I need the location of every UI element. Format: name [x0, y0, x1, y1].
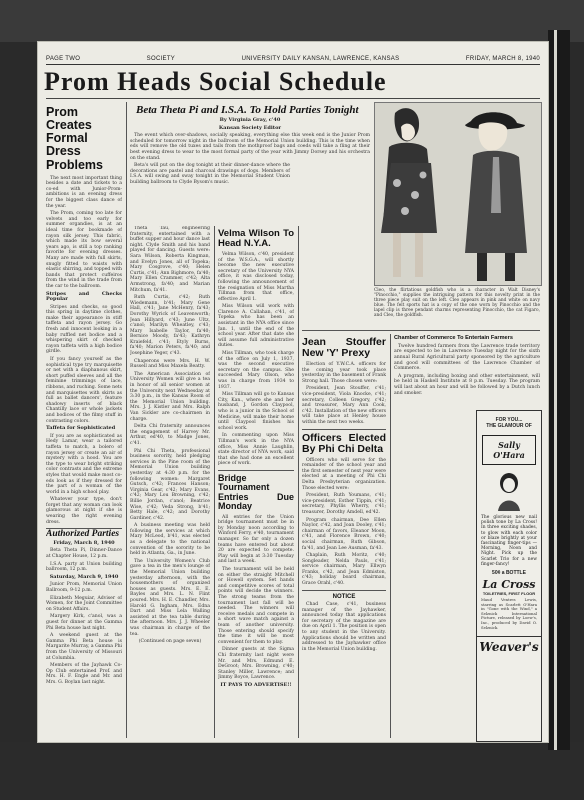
- phidelta-paragraph: Chaplain, Ruth Moritz, c'40; Songleader, Nelda Pauls, c'41; service chairman, Mary Ellwyn Franks, c'42, and Jean Edmiston, c'43; holiday board chairman, Grace Orahl, c'40.: [302, 553, 386, 587]
- parties-date: Saturday, March 9, 1940: [49, 573, 119, 580]
- ad-portrait-illustration: [494, 471, 524, 511]
- ad-lacross: La Cross: [482, 578, 536, 592]
- velma-paragraph: Velma Wilson, c'40, president of the W.S.G.A., will shortly become the new executive secretary of the University NYA office, it was disclosed today, following the announcement of the resignation of Miss Martha Tillman from that office, effective April 1.: [218, 251, 294, 302]
- bridge-headline: Bridge Tournament Entries Due Monday: [218, 472, 294, 512]
- beta-paragraph: The event which over-shadows, socially speaking, everything else this week end is the Junior Prom scheduled for tomorrow night in the ballroom of the Memorial Union building. This is the time when eds will remove the old tuxes and tails from the mothproof bags and coeds will take a fling at their best evening dress to wear to the most formal party of the year with Jimmy Dorsey and his orchestra on the stand.: [130, 133, 370, 161]
- chamber-story: [394, 334, 540, 406]
- prom-subhead: Taffeta for Sophisticated: [46, 425, 116, 432]
- column-rule: [298, 226, 299, 738]
- section-rule: [46, 528, 122, 529]
- prom-column: [46, 102, 122, 738]
- advertise-slug: IT PAYS TO ADVERTISE!!: [220, 681, 292, 688]
- scan-top-shadow: [0, 0, 584, 42]
- bridge-paragraph: Dinner guests at the Sigma Chi fraternity last night were Mr. and Mrs. Edmund E. DeGroot; Mrs. Browning, c'40; Stanley Miller, Lawrence; and Jimmy Boyce, Lawrence.: [218, 647, 294, 681]
- parties-date: Friday, March 8, 1940: [53, 539, 115, 546]
- beta-paragraph: Theta Tau, engineering fraternity, entertained with a buffet supper and hour dance last night. Clyde Smith and his band played for dancing. Guests were: Sara Wilson, Roberta Kingman, and Evelyn Jones, all of Topeka; Mary Cosgrove, c'40; Helen Curtis, c'41; Ann Bighmore, fa'40; Mary Ellen Crammer, c'42; Alta Armstrong, fa'40; and Marian Mitchum, fa'41.: [130, 226, 210, 293]
- prom-paragraph: The Prom, coming too late for velvets and too early for summer organdies, is at an ideal time for bookmade of rayon silk jersey. This fabric, which made its bow several years ago, is still a top ranking favorite for evening dresses. Many are made with full skirts, snugly fitted to waists with elastic shirring, and topped with bands that protect cuffeiros from the wind in the trade from the car to the ballroom.: [46, 211, 122, 289]
- folio-line: [46, 54, 540, 65]
- binding-edge: [548, 30, 570, 750]
- ad-fineprint: Maud Ventres Lewis, starring as Scarlett O'Hara in "Gone with the Wind," a Selznick International Picture, released by Loew's, Inc., produced by David O. Selznick.: [481, 597, 537, 630]
- prom-paragraph: The next most important thing besides a date and tickets to a co-ed with Junior-Prom-ambitions is an evening dress for the biggest class dance of the year.: [46, 175, 122, 209]
- velma-paragraph: In commenting upon Miss Tillman's work in the NYA office, Miss Annie Laughlin, state director of NYA work, said that she had done an excellent piece of work.: [218, 433, 294, 467]
- bridge-paragraph: The tournament will be held on either the straight Mitchell or Howell system. Set hands and competitive scores of total points will decide the winners. The strong teams from the tournament last fall will be needed. The winners will receive medals and compete in a short wave match against a team of another university. Those entering should specify the time it will be most convenient for them to play.: [218, 567, 294, 645]
- ad-line: THE GLAMOUR OF: [486, 423, 532, 429]
- beta-paragraph: Ruth Curtis, c'42; Ruth Wiedemann, b'41; Mary Gene Hall, c'41; Jane McHenry, fa'43; Dorothy Wyrick of Leavenworth; Jean Hillyard, c'43; June Ultz, c'anol; Marilyn Wheatley, c'43; Mary Isabelle Taylor, fa'40; Bernice Moody, fa'43; Kathryn Kraiefeld, c'41; Etyly Burns, fa'40; Marion Peters, fa'40; and Josephine Yeger, c'43.: [130, 295, 210, 357]
- beta-byline: By Virginia Gray, c'40: [219, 117, 281, 123]
- bridge-paragraph: All entries for the Union bridge tournament must be in by Monday noon according to Winford Ferry, e'40, tournament manager. So far only a dozen teams have entered but about 20 are expected to compete. Play will begin at 3:30 Tuesday and last a week.: [218, 514, 294, 565]
- stouffer-paragraph: Election of Y.W.C.A. officers for the coming year took place yesterday in the basement of Frank Strong hall. Those chosen were:: [302, 362, 386, 384]
- scan-bottom-shadow: [0, 742, 584, 800]
- chamber-headline: Chamber of Commerce To Entertain Farmers: [394, 335, 513, 341]
- phidelta-paragraph: Program chairman, Dee Ellen Naylor, c'42, and Joan Dooley, c'41; chairman of favors, Eleanor Moon, c'41, and Florence Brown, c'40; social chairman, Ruth Gibson, fa'41, and Jean Lee Ausman, fa'43.: [302, 517, 386, 551]
- stouffer-paragraph: President, Jean Stouffer, c'41; vice-president, Viola Knocke, c'41; secretary, Colleen Gregory, c'42; and treasurer, Mary Ann Cook, c'42. Installation of the new officers will take place at Henley house within the next two weeks.: [302, 386, 386, 425]
- parties-item: Members of the Jayhawk Co-Op Club entertained Prof. and Mrs. H. F. Engle and Mr. and Mrs. G. Boylan last night.: [46, 663, 122, 685]
- beta-headline: Beta Theta Pi and I.S.A. To Hold Parties Tonight: [136, 104, 359, 116]
- photo-caption: Cleo, the flirtatious goldfish who is a character in Walt Disney's "Pinocchio," supplies the intriguing pattern for this novelty print in the three piece play suit on the left. Cleo appears in pink and white on navy blue. The felt sports hat is a copy of the one worn by Pinocchio and the lapel clip is three pendant charms representing Pinocchio, the cat Figaro, and Cleo, the goldfish.: [374, 288, 540, 318]
- banner-headline: Prom Heads Social Schedule: [44, 67, 387, 96]
- stouffer-column: [302, 334, 386, 738]
- ad-brand: Sally O'Hara: [482, 435, 536, 465]
- section-rule: [302, 590, 386, 591]
- paper-name: UNIVERSITY DAILY KANSAN, LAWRENCE, KANSAS: [241, 56, 400, 62]
- weavers-advertisement: [476, 410, 542, 742]
- velma-headline: Velma Wilson To Head N.Y.A.: [218, 228, 294, 249]
- phidelta-paragraph: President, Ruth Youmans, c'41; vice-president, Esther Tippin, c'41; secretary, Phyllis Wherry, c'41; treasurer, Dorothy Amdell, ed'42.: [302, 493, 386, 515]
- beta-column: [130, 226, 210, 738]
- column-rule: [214, 226, 215, 738]
- beta-paragraph: Phi Chi Theta, professional business sorority, held pledging services in the Pine room of the Memorial Union building yesterday at 4:30 p.m. for the following women: Margaret Gutsch, c'42; Frances Hanson; Virginia Gear, c'42; Mary Evans, c'42; Mary Lou Browning, c'42; Billie Jordan, c'anol; Beatrice Wise, c'42; Veda Strong, b'41; Betty Hale, c'42; and Dorothy Gardiner, c'42.: [130, 448, 210, 521]
- section-rule: [218, 470, 294, 471]
- prom-paragraph: Whatever your type, don't forget that any woman can look glamorous at night if she is wearing the right evening dress.: [46, 497, 122, 525]
- notice-headline: NOTICE: [332, 593, 356, 600]
- prom-paragraph: If you fancy yourself as the sophistical type try marquisette or net with a diaphanous skirt, short puffed sleeves and all the feminine trimmings of lace, ribbons, and ruching. Some nets and marquisettes with skirts as full as ballet dancers', feature shadowy inserts of black Chantilly lace or whole jackets and bodices of the filmy stuff in contrasting colors.: [46, 357, 122, 424]
- beta-paragraph: Chaperons were Mrs. H. W. Russell and Miss Maxela Beatty.: [130, 358, 210, 370]
- prom-paragraph: If you are as sophisticated as Hedy Lamar, wear a tailored taffeta to match, a bolero of rayon jersey or create an air of mystery with a hood. You are the type to wear bright striking color contrasts and the extreme styles that would make most co-eds look as if they dressed for the part of a woman of the world in a high school play.: [46, 433, 122, 495]
- column-rule: [126, 102, 127, 738]
- page-number: PAGE TWO: [46, 56, 81, 62]
- beta-byline-title: Kansan Society Editor: [218, 124, 282, 131]
- velma-paragraph: Miss Tillman will go to Kansas City, Kan., where she and her husband, J. Gordon Claypool, who is a junior in the School of Medicine, will make their home until Claypool finishes his school work.: [218, 392, 294, 431]
- parties-headline: Authorized Parties: [46, 529, 120, 540]
- newspaper-page: [38, 42, 548, 742]
- ad-store: Weaver's: [477, 636, 541, 654]
- parties-item: A weekend guest at the Gamma Phi Beta house is Margarite Murray, a Gamma Phi from the University of Missouri at Columbia.: [46, 633, 122, 661]
- photo-illustration: [375, 103, 541, 285]
- banner-rule: [46, 98, 540, 99]
- notice-paragraph: Chad Case, c'41, business manager of the Jayhawker, announced today that applications for secretary of the magazine are due on April 1. The position is open to any student in the University. Applications should be written and addressed to the Jayhawker office in the Memorial Union building.: [302, 601, 386, 652]
- beta-paragraph: Beta's will put on the dog tonight at their dinner-dance where the decorations are pastel and charcoal drawings of dogs. Members of I.S.A. will swing and sway tonight in the Memorial Student Union building ballroom to Clyde Bysom's music.: [130, 163, 290, 185]
- beta-paragraph: The American Association of University Women will give a tea in honor of all senior women at the University next Wednesday at 3:30 p.m., in the Kansas Room of the Memorial Union building. Mrs. J. J. Kistler and Mrs. Ralph Van Sickler are co-chairmen in charge.: [130, 371, 210, 422]
- column-rule: [390, 334, 391, 738]
- parties-item: Elizabeth Meguiar, Adviser of Women, for the Joint Committee on Student Affairs.: [46, 595, 122, 612]
- parties-item: Beta Theta Pi, Dinner-Dance at Chapter House, 12 p.m.: [46, 548, 122, 560]
- parties-item: I.S.A. party at Union building ballroom, 12 p.m.: [46, 561, 122, 573]
- continued-note: (Continued on page seven): [138, 639, 202, 645]
- section-name: SOCIETY: [146, 56, 176, 62]
- section-rule: [302, 330, 540, 331]
- beta-paragraph: The University Women's Club gave a tea in the men's lounge of the Memorial Union building yesterday afternoon, with the housemothers of organized houses as guests. Mrs. E. E. Bayles and Mrs. L. N. Flint poured. Mrs. H. E. Chandler, Mrs. Harold G. Ingham, Mrs. Edna Dart and Miss Lela Walling assisted at the tea table during the afternoon. Mrs. J. J. Wheeler was chairman in charge of the tea.: [130, 558, 210, 637]
- ad-price: 50¢ a BOTTLE: [492, 570, 526, 577]
- velma-paragraph: Miss Wilson will work with Clarence A. Callahan, c'41, of Topeka who has been an assistant in the NYA office since Jan. 1, until the end of the school year. After that date she will assume full administrative duties.: [218, 304, 294, 349]
- beta-paragraph: Delta Chi fraternity announces the engagement of Harvey Mr. Arthur, ed'40, to Madge Jones, c'41.: [130, 424, 210, 446]
- phidelta-headline: Officers Elected By Phi Chi Delta: [302, 431, 386, 455]
- ad-copy: The glorious new nail polish tone by La Cross! In three exciting shades, to glow with each color or blaze brightly at your fascinating finger-tips — Morning, Noon and Night. Pick up the Scarlet Trio for a new finger-fancy!: [481, 515, 537, 567]
- parties-item: Margery Kirk, c'anol, was a guest for dinner at the Gamma Phi Beta house last night.: [46, 614, 122, 631]
- chamber-paragraph: Twelve hundred farmers from the Lawrence trade territory are expected to be in Lawrence Tuesday night for the sixth annual Rural Agricultural party sponsored by the agriculture and good will committees of the Lawrence Chamber of Commerce.: [394, 343, 540, 372]
- issue-date: FRIDAY, MARCH 8, 1940: [465, 56, 540, 62]
- ad-tagline: TOILETRIES, FIRST FLOOR: [482, 591, 536, 597]
- fashion-photo: [374, 102, 542, 286]
- phidelta-paragraph: Officers who will serve for the remainder of the school year and the first semester of next year were elected at a meeting of Phi Chi Delta Presbyterian organization. Those elected were:: [302, 457, 386, 491]
- prom-paragraph: Stripes and checks, so good this spring in daytime clothes, make their appearance in stiff taffeta and rayon jersey. Go fresh and innocent looking in a baby ruffled net bodice and a whispering skirt of checked rayon taffeta with a high bodice girdle.: [46, 304, 122, 355]
- ad-line: FOR YOU...: [495, 417, 523, 423]
- velma-column: [218, 226, 294, 738]
- section-rule: [302, 429, 386, 430]
- parties-item: Junior Prom, Memorial Union Ballroom, 9-12 p.m.: [46, 582, 122, 593]
- prom-headline: Prom Creates Formal Dress Problems: [46, 105, 103, 172]
- chamber-paragraph: A program, including boxing and other entertainment, will be held in Haskell Institute at 8 p.m. Tuesday. The program will last about an hour and will be followed by a Dutch lunch and smoker.: [394, 373, 540, 396]
- beta-paragraph: A business meeting was held following the services at which Mary McLeod, b'41, was elected as a delegate to the national convention of the sorority to be held in Atlanta, Ga., in June.: [130, 523, 210, 557]
- stouffer-headline: Jean Stouffer New 'Y' Prexy: [302, 336, 386, 360]
- prom-subhead: Stripes and Checks Popular: [46, 290, 122, 303]
- velma-paragraph: Miss Tillman, who took charge of the office on July 1, 1937, was the second executive secretary on the campus. She succeeded Mary Olson, who was in charge from 1934 to 1937.: [218, 351, 294, 390]
- beta-lead: [130, 102, 370, 224]
